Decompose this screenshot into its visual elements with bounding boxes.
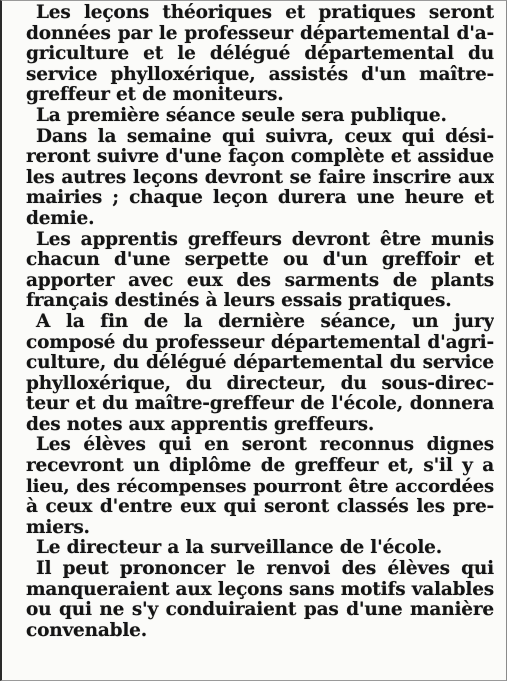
text-line: composé du professeur départemental d'agri-: [26, 332, 494, 353]
article-column: [26, 3, 494, 641]
text-line: teur et du maître-greffeur de l'école, donnera: [26, 394, 494, 415]
text-line: apporter avec eux des sarments de plants: [26, 270, 494, 291]
paragraph: [26, 559, 494, 641]
text-line: mairies ; chaque leçon durera une heure et: [26, 188, 494, 209]
text-line: les autres leçons devront se faire inscrire aux: [26, 167, 494, 188]
text-line: Les élèves qui en seront reconnus dignes: [36, 435, 494, 456]
text-line: griculture et le délégué départemental du: [26, 44, 494, 65]
paragraph: [26, 127, 494, 230]
text-line: La première séance seule sera publique.: [36, 105, 447, 126]
text-line: Les leçons théoriques et pratiques seront: [36, 3, 494, 23]
paragraph: [26, 538, 494, 559]
paragraph: [26, 3, 494, 106]
text-line: Le directeur a la surveillance de l'école.: [36, 538, 442, 559]
text-line: service phylloxérique, assistés d'un maître-: [26, 64, 494, 85]
text-line: reront suivre d'une façon complète et assidue: [26, 147, 494, 168]
text-line: ou qui ne s'y conduiraient pas d'une manière: [26, 600, 494, 621]
text-line: culture, du délégué départemental du service: [26, 353, 494, 374]
text-line: convenable.: [26, 620, 147, 641]
paragraph: [26, 106, 494, 127]
text-line: des notes aux apprentis greffeurs.: [26, 414, 375, 435]
text-line: Il peut prononcer le renvoi des élèves qui: [36, 559, 494, 580]
paragraph: [26, 435, 494, 538]
text-line: français destinés à leurs essais pratiques.: [26, 291, 452, 312]
paragraph: [26, 312, 494, 436]
text-line: Les apprentis greffeurs devront être munis: [36, 229, 494, 250]
text-line: Dans la semaine qui suivra, ceux qui dési-: [36, 126, 494, 147]
text-line: lieu, des récompenses pourront être accordées: [26, 476, 494, 497]
text-line: recevront un diplôme de greffeur et, s'il y a: [26, 456, 494, 477]
text-line: phylloxérique, du directeur, du sous-direc-: [26, 373, 494, 394]
text-line: miers.: [26, 517, 90, 538]
text-line: manqueraient aux leçons sans motifs valables: [26, 579, 494, 600]
text-line: chacun d'une serpette ou d'un greffoir et: [26, 250, 494, 271]
text-line: greffeur et de moniteurs.: [26, 85, 284, 106]
paragraph: [26, 230, 494, 312]
text-line: données par le professeur départemental d'a-: [26, 23, 494, 44]
text-line: à ceux d'entre eux qui seront classés les pre-: [26, 497, 494, 518]
text-line: demie.: [26, 208, 95, 229]
text-line: A la fin de la dernière séance, un jury: [36, 311, 494, 332]
